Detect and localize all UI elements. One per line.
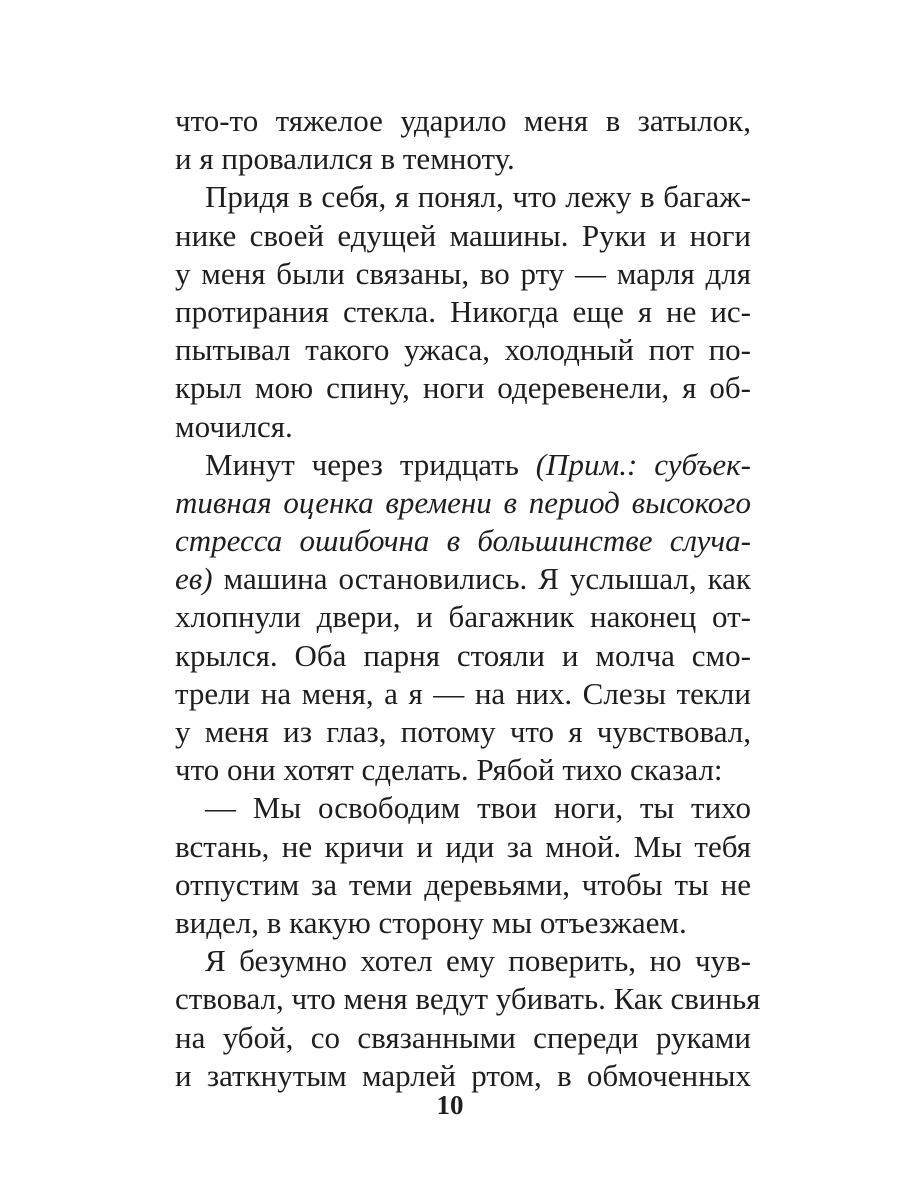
- text-line: что-то тяжелое ударило меня в затылок,: [175, 103, 751, 138]
- text-segment: Минут через тридцать: [205, 446, 536, 482]
- text-line: и я провалился в темноту.: [175, 141, 515, 177]
- text-line: на убой, со связанными спереди руками: [175, 1019, 751, 1055]
- text-line: что они хотят сделать. Рябой тихо сказал:: [175, 752, 723, 788]
- text-line: крылся. Оба парня стояли и молча смо-: [175, 637, 751, 673]
- text-line: встань, не кричи и иди за мной. Мы тебя: [175, 828, 751, 864]
- text-line: трели на меня, а я — на них. Слезы текли: [175, 675, 751, 711]
- book-page-text: [175, 102, 761, 1095]
- paragraph-start-line: Придя в себя, я понял, что лежу в багаж-: [205, 179, 751, 215]
- text-line: мочился.: [175, 408, 293, 444]
- text-segment: машина остановились. Я услышал, как: [212, 561, 751, 597]
- text-line: крыл мою спину, ноги одеревенели, я об-: [175, 370, 751, 406]
- text-line: пытывал такого ужаса, холодный пот по-: [175, 332, 751, 368]
- text-line: отпустим за теми деревьями, чтобы ты не: [175, 866, 751, 902]
- text-line: у меня были связаны, во рту — марля для: [175, 255, 751, 291]
- italic-note-line: стресса ошибочна в большинстве случа-: [175, 523, 751, 559]
- italic-note: (Прим.: субъек-: [535, 446, 751, 482]
- page-number: 10: [436, 1090, 464, 1120]
- text-line: [175, 560, 751, 598]
- paragraph-start-line: Я безумно хотел ему поверить, но чув-: [205, 943, 751, 979]
- text-line: и заткнутым марлей ртом, в обмоченных: [175, 1057, 751, 1093]
- paragraph-start-line: [175, 446, 751, 484]
- dialogue-line: — Мы освободим твои ноги, ты тихо: [205, 790, 751, 826]
- text-line: у меня из глаз, потому что я чувствовал,: [175, 714, 751, 749]
- text-line: нике своей едущей машины. Руки и ноги: [175, 217, 751, 253]
- italic-note-line: тивная оценка времени в период высокого: [175, 484, 751, 520]
- text-line: ствовал, что меня ведут убивать. Как свинья: [175, 981, 761, 1017]
- italic-note: ев): [175, 561, 213, 597]
- text-line: видел, в какую сторону мы отъезжаем.: [175, 904, 687, 940]
- text-line: хлопнули двери, и багажник наконец от-: [175, 599, 751, 635]
- text-line: протирания стекла. Никогда еще я не ис-: [175, 293, 751, 329]
